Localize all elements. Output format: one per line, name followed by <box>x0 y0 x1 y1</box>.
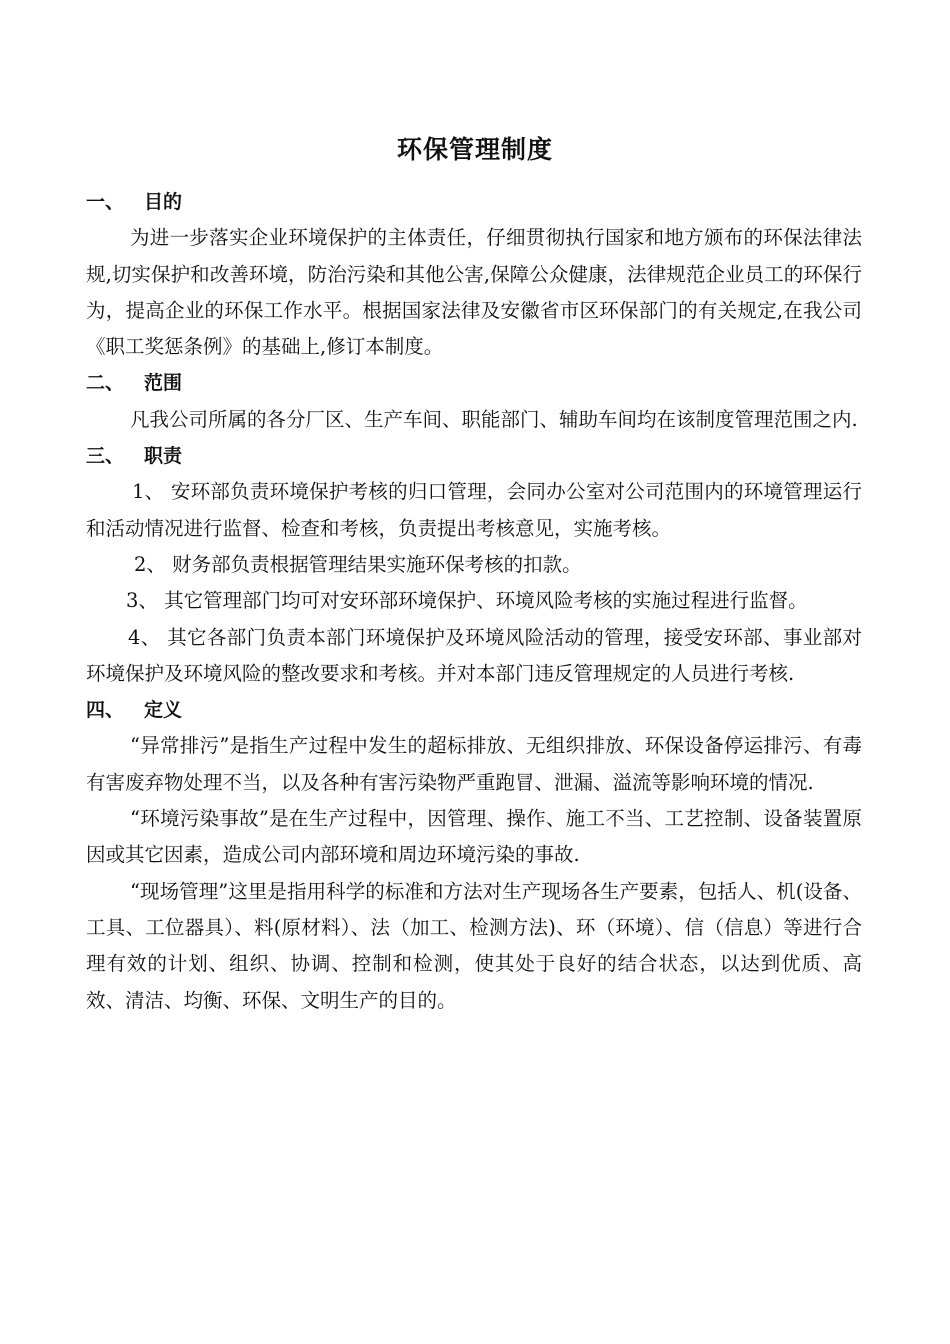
section-heading-scope <box>86 365 862 401</box>
responsibility-item-3: 3、 其它管理部门均可对安环部环境保护、环境风险考核的实施过程进行监督。 <box>126 589 808 613</box>
section-number: 四、 <box>86 699 125 722</box>
responsibility-item-2: 2、 财务部负责根据管理结果实施环保考核的扣款。 <box>134 552 582 576</box>
section-title: 定义 <box>144 699 183 722</box>
section-title: 职责 <box>144 445 183 468</box>
section-heading-responsibilities <box>86 438 862 474</box>
document-body <box>86 184 862 1019</box>
section-heading-purpose <box>86 184 862 220</box>
document-title: 环保管理制度 <box>396 135 553 164</box>
section-title: 范围 <box>144 372 183 395</box>
purpose-paragraph: 为进一步落实企业环境保护的主体责任，仔细贯彻执行国家和地方颁布的环保法律法规,切实保护和改善环境，防治污染和其他公害,保障公众健康，法律规范企业员工的环保行为，提高企业的环保工作水平。根据国家法律及安徽省市区环保部门的有关规定,在我公司《职工奖惩条例》的基础上,修订本制度。 <box>86 226 862 359</box>
responsibility-item-4: 4、 其它各部门负责本部门环境保护及环境风险活动的管理，接受安环部、事业部对环境保护及环境风险的整改要求和考核。并对本部门违反管理规定的人员进行考核. <box>86 625 862 685</box>
definition-pollution-accident: “环境污染事故”是在生产过程中，因管理、操作、施工不当、工艺控制、设备装置原因或其它因素，造成公司内部环境和周边环境污染的事故. <box>86 807 862 867</box>
section-number: 二、 <box>86 372 125 395</box>
scope-paragraph: 凡我公司所属的各分厂区、生产车间、职能部门、辅助车间均在该制度管理范围之内. <box>130 407 858 431</box>
section-heading-definitions <box>86 692 862 728</box>
responsibility-item-1: 1、 安环部负责环境保护考核的归口管理，会同办公室对公司范围内的环境管理运行和活动情况进行监督、检查和考核，负责提出考核意见，实施考核。 <box>86 480 862 540</box>
definition-site-management: “现场管理”这里是指用科学的标准和方法对生产现场各生产要素，包括人、机(设备、工具、工位器具）、料(原材料）、法（加工、检测方法)、环（环境）、信（信息）等进行合理有效的计划、组织、协调、控制和检测，使其处于良好的结合状态，以达到优质、高效、清洁、均衡、环保、文明生产的目的。 <box>86 879 862 1012</box>
section-number: 三、 <box>86 445 125 468</box>
definition-abnormal-discharge: “异常排污”是指生产过程中发生的超标排放、无组织排放、环保设备停运排污、有毒有害废弃物处理不当，以及各种有害污染物严重跑冒、泄漏、溢流等影响环境的情况. <box>86 734 862 794</box>
section-title: 目的 <box>144 191 183 213</box>
section-number: 一、 <box>86 191 125 213</box>
